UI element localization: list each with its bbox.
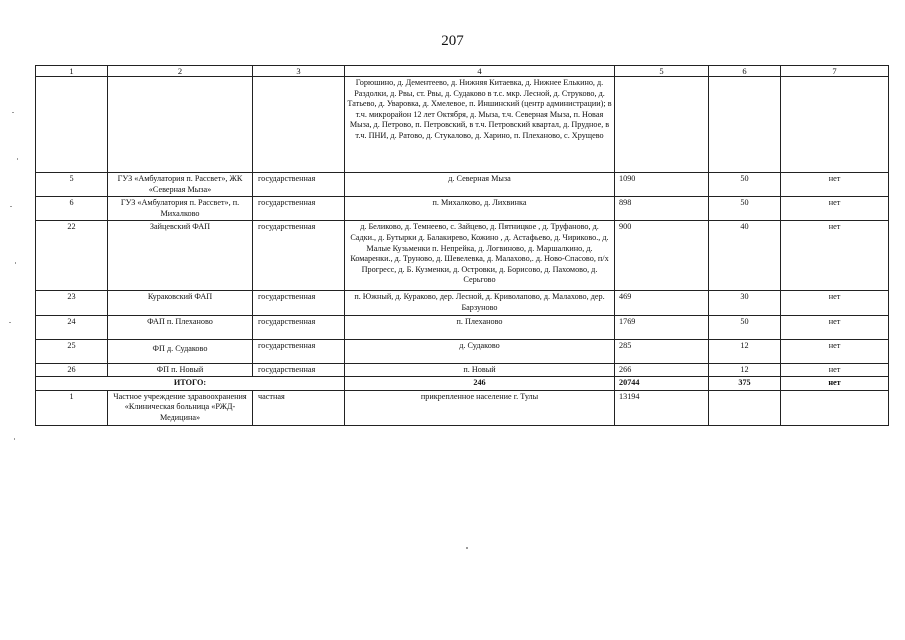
population-cell: 285 bbox=[615, 339, 709, 363]
beds-cell: 50 bbox=[709, 315, 781, 339]
total-population: 20744 bbox=[615, 377, 709, 391]
facility-name-cell: Частное учреждение здравоохранения «Клиническая больница «РЖД-Медицина» bbox=[108, 390, 253, 425]
scan-speck bbox=[15, 262, 16, 264]
facility-name-cell: ГУЗ «Амбулатория п. Рассвет», ЖК «Северная Мыза» bbox=[108, 173, 253, 197]
table-row bbox=[36, 197, 889, 221]
facility-name-cell bbox=[108, 77, 253, 173]
settlements-cell: п. Плеханово bbox=[345, 315, 615, 339]
settlements-cell: п. Новый bbox=[345, 363, 615, 377]
column-number: 6 bbox=[709, 66, 781, 77]
note-cell bbox=[781, 77, 889, 173]
ownership-cell: государственная bbox=[253, 221, 345, 291]
row-number-cell: 26 bbox=[36, 363, 108, 377]
scan-speck bbox=[17, 158, 18, 160]
facility-name-cell: ФП д. Судаково bbox=[108, 339, 253, 363]
total-row bbox=[36, 377, 889, 391]
row-number-cell: 1 bbox=[36, 390, 108, 425]
population-cell: 900 bbox=[615, 221, 709, 291]
row-number-cell: 5 bbox=[36, 173, 108, 197]
column-number-row bbox=[36, 66, 889, 77]
note-cell bbox=[781, 390, 889, 425]
table-row bbox=[36, 339, 889, 363]
scan-speck bbox=[14, 438, 15, 440]
beds-cell: 30 bbox=[709, 291, 781, 315]
note-cell: нет bbox=[781, 197, 889, 221]
ownership-cell: частная bbox=[253, 390, 345, 425]
row-number-cell: 22 bbox=[36, 221, 108, 291]
ownership-cell bbox=[253, 77, 345, 173]
note-cell: нет bbox=[781, 221, 889, 291]
scan-speck bbox=[9, 322, 11, 323]
settlements-cell: д. Беликово, д. Темнеево, с. Зайцево, д. Пятницкое , д. Труфаново, д. Садки., д. Бутырки д. Балакирево, Кожино , д. Астафьево, д. Чириково., д. Малые Кузьменки п. Непрейка, д. Логвиново, д. Маршалкино, д. Комаренки., д. Труново, д. Шевелевка, д. Малахово,. д. Ново-Спасово, п/х Прогресс, д. Б. Кузменки, д. Островки, д. Борисово, д. Пахомово, д. Серьгово bbox=[345, 221, 615, 291]
population-cell: 898 bbox=[615, 197, 709, 221]
total-note: нет bbox=[781, 377, 889, 391]
table-row bbox=[36, 390, 889, 425]
beds-cell: 12 bbox=[709, 339, 781, 363]
facilities-table bbox=[35, 65, 889, 426]
ownership-cell: государственная bbox=[253, 315, 345, 339]
row-number-cell: 25 bbox=[36, 339, 108, 363]
population-cell: 469 bbox=[615, 291, 709, 315]
note-cell: нет bbox=[781, 315, 889, 339]
beds-cell: 50 bbox=[709, 173, 781, 197]
ownership-cell: государственная bbox=[253, 173, 345, 197]
column-number: 2 bbox=[108, 66, 253, 77]
table-row bbox=[36, 173, 889, 197]
population-cell: 1769 bbox=[615, 315, 709, 339]
facility-name-cell: ГУЗ «Амбулатория п. Рассвет», п. Михалково bbox=[108, 197, 253, 221]
table-row bbox=[36, 291, 889, 315]
beds-cell bbox=[709, 390, 781, 425]
ownership-cell: государственная bbox=[253, 197, 345, 221]
scan-speck bbox=[10, 206, 12, 207]
settlements-cell: п. Южный, д. Кураково, дер. Лесной, д. Криволапово, д. Малахово, дер. Барзуново bbox=[345, 291, 615, 315]
beds-cell: 40 bbox=[709, 221, 781, 291]
ownership-cell: государственная bbox=[253, 291, 345, 315]
beds-cell bbox=[709, 77, 781, 173]
total-settlements-count: 246 bbox=[345, 377, 615, 391]
scan-speck bbox=[466, 547, 468, 549]
table-row bbox=[36, 77, 889, 173]
beds-cell: 50 bbox=[709, 197, 781, 221]
scan-speck bbox=[12, 112, 14, 113]
settlements-cell: п. Михалково, д. Лихвинка bbox=[345, 197, 615, 221]
settlements-cell: Горюшино, д. Дементеево, д. Нижняя Китаевка, д. Нижнее Елькино, д. Раздолки, д. Рвы, ст. Рвы, д. Судаково в т.с. мкр. Лесной, д. Струково, д. Татьево, д. Уваровка, д. Хмелевое, п. Иншинский (центр администрации); в т.ч. микрорайон 12 лет Октября, д. Мыза, т.ч. Северная Мыза, п. Новая Мыза, д. Петрово, п. Петровский, в т.ч. Петровский квартал, д. Прудное, в т.ч. ПНИ, д. Ратово, д. Стукалово, д. Харино, п. Плеханово, с. Хрущево bbox=[345, 77, 615, 173]
ownership-cell: государственная bbox=[253, 363, 345, 377]
column-number: 1 bbox=[36, 66, 108, 77]
row-number-cell bbox=[36, 77, 108, 173]
table-row bbox=[36, 315, 889, 339]
column-number: 3 bbox=[253, 66, 345, 77]
settlements-cell: д. Судаково bbox=[345, 339, 615, 363]
note-cell: нет bbox=[781, 173, 889, 197]
facility-name-cell: Зайцевский ФАП bbox=[108, 221, 253, 291]
note-cell: нет bbox=[781, 339, 889, 363]
population-cell: 1090 bbox=[615, 173, 709, 197]
facility-name-cell: ФП п. Новый bbox=[108, 363, 253, 377]
column-number: 7 bbox=[781, 66, 889, 77]
settlements-cell: д. Северная Мыза bbox=[345, 173, 615, 197]
table-row bbox=[36, 221, 889, 291]
total-beds: 375 bbox=[709, 377, 781, 391]
column-number: 4 bbox=[345, 66, 615, 77]
population-cell bbox=[615, 77, 709, 173]
settlements-cell: прикрепленное население г. Тулы bbox=[345, 390, 615, 425]
beds-cell: 12 bbox=[709, 363, 781, 377]
row-number-cell: 23 bbox=[36, 291, 108, 315]
facility-name-cell: ФАП п. Плеханово bbox=[108, 315, 253, 339]
row-number-cell: 6 bbox=[36, 197, 108, 221]
total-label: ИТОГО: bbox=[36, 377, 345, 391]
page-number: 207 bbox=[441, 33, 464, 49]
table-row bbox=[36, 363, 889, 377]
note-cell: нет bbox=[781, 363, 889, 377]
row-number-cell: 24 bbox=[36, 315, 108, 339]
note-cell: нет bbox=[781, 291, 889, 315]
facilities-table-container bbox=[35, 65, 888, 426]
ownership-cell: государственная bbox=[253, 339, 345, 363]
column-number: 5 bbox=[615, 66, 709, 77]
population-cell: 13194 bbox=[615, 390, 709, 425]
population-cell: 266 bbox=[615, 363, 709, 377]
facility-name-cell: Кураковский ФАП bbox=[108, 291, 253, 315]
